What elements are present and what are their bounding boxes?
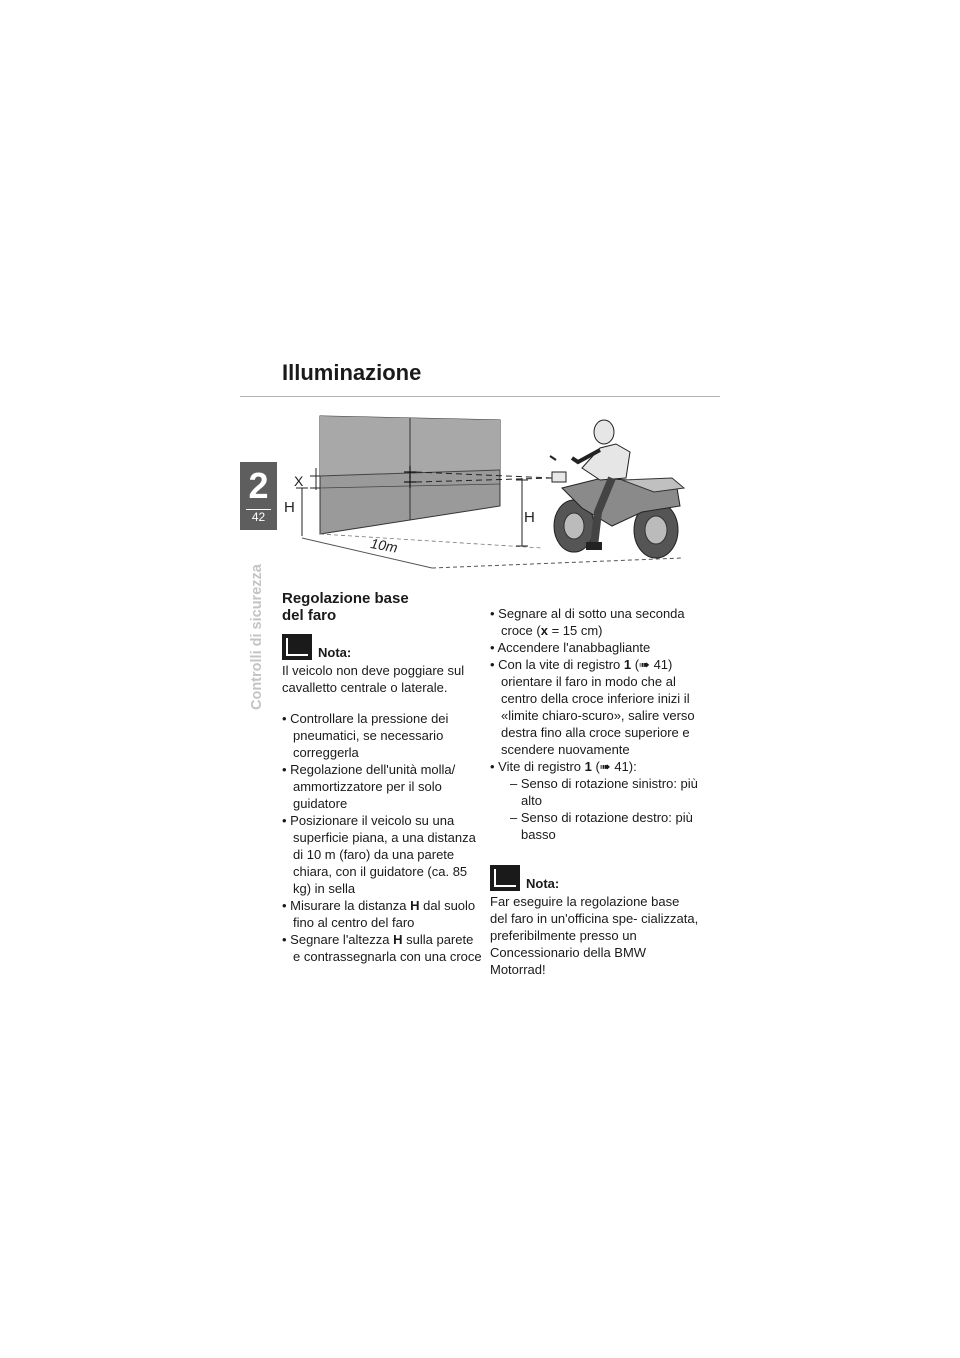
- step-second-cross-post: = 15 cm): [547, 623, 603, 638]
- section-heading-line2: del faro: [282, 607, 337, 624]
- steps-list-left: [282, 710, 482, 965]
- left-column: [282, 590, 482, 965]
- list-item: • Controllare la pressione dei pneumatici, se necessario correggerla: [282, 711, 449, 760]
- step-adjust-post: (➠ 41) orientare il faro in modo che al centro della croce inferiore inizi il «limite chiaro-scuro», salire verso destra fino alla croce superiore e scendere nuovamente: [501, 657, 695, 757]
- step-measure-pre: • Misurare la distanza: [282, 898, 411, 913]
- list-item: [282, 897, 482, 931]
- step-screw-pre: • Vite di registro: [490, 759, 585, 774]
- note-icon: [490, 865, 520, 891]
- section-heading-line1: Regolazione base: [282, 590, 409, 607]
- step-screw-bold: 1: [584, 759, 592, 774]
- step-second-cross-bold: x: [540, 623, 548, 638]
- page-title: Illuminazione: [282, 360, 422, 385]
- right-column: [490, 605, 700, 978]
- section-heading: [282, 590, 482, 624]
- step-second-cross-pre: • Segnare al di sotto una seconda croce (: [490, 606, 685, 638]
- step-mark-bold: H: [393, 932, 403, 947]
- screw-direction-list: [501, 775, 700, 843]
- step-mark-pre: • Segnare l'altezza: [282, 932, 394, 947]
- note-text-1: Il veicolo non deve poggiare sul cavalletto centrale o laterale.: [282, 663, 465, 695]
- step-mark-post: sulla parete e contrassegnarla con una croce: [293, 932, 482, 964]
- label-h-wall: H: [284, 499, 295, 516]
- page-number: 42: [251, 510, 266, 524]
- note-block-2: [490, 865, 700, 978]
- floor-line-distance: [302, 538, 432, 568]
- list-item: • Accendere l'anabbagliante: [490, 640, 651, 655]
- step-adjust-bold: 1: [623, 657, 632, 672]
- chapter-tab: [240, 462, 277, 530]
- list-item: [282, 931, 482, 965]
- step-screw-post: (➠ 41):: [591, 759, 637, 774]
- motorcycle-with-rider: [550, 420, 684, 558]
- label-h-bike: H: [524, 509, 535, 526]
- step-adjust-pre: • Con la vite di registro: [490, 657, 624, 672]
- step-measure-bold: H: [410, 898, 420, 913]
- list-item: [490, 605, 700, 639]
- list-item: [490, 758, 700, 843]
- list-item: – Senso di rotazione destro: più basso: [510, 810, 693, 842]
- list-item: • Regolazione dell'unità molla/ ammortizzatore per il solo guidatore: [282, 762, 456, 811]
- floor-line-wall-base: [320, 534, 542, 548]
- note-icon: [282, 634, 312, 660]
- label-distance: 10m: [369, 535, 399, 556]
- list-item: – Senso di rotazione sinistro: più alto: [510, 776, 698, 808]
- note-label-2: Nota:: [526, 876, 560, 891]
- note-block-1: [282, 634, 482, 696]
- note-text-2: Far eseguire la regolazione base del faro in un'officina spe- cializzata, preferibilmente presso un Concessionario della BMW Motorrad!: [490, 894, 699, 977]
- step-measure-post: dal suolo fino al centro del faro: [293, 898, 476, 930]
- label-x: X: [294, 473, 304, 489]
- title-divider: [240, 396, 720, 397]
- headlight-adjustment-illustration: [282, 408, 702, 578]
- list-item: [490, 656, 700, 758]
- note-label-1: Nota:: [318, 645, 352, 660]
- chapter-number: 2: [248, 465, 269, 506]
- chapter-side-label: Controlli di sicurezza: [249, 564, 265, 710]
- list-item: • Posizionare il veicolo su una superficie piana, a una distanza di 10 m (faro) da una parete chiara, con il guidatore (ca. 85 kg) in sella: [282, 813, 476, 896]
- floor-line-bike: [432, 558, 682, 568]
- steps-list-right: [490, 605, 700, 843]
